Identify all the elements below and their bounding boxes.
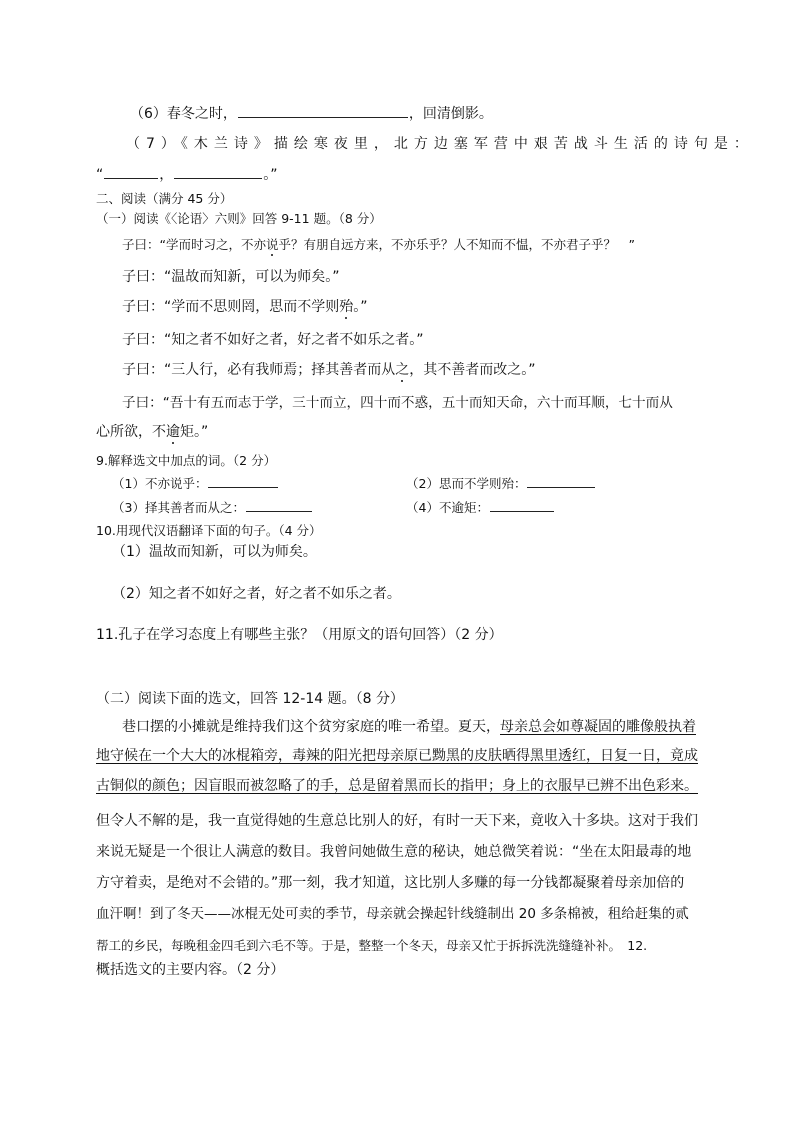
quote-2: 子曰：“温故而知新，可以为师矣。” xyxy=(122,269,340,285)
q7-comma: ， xyxy=(159,167,174,183)
quote-5-a: 子曰：“三人行，必有我师焉；择其善者而从 xyxy=(122,362,396,378)
quote-3-dotted-word: 殆 xyxy=(339,299,354,315)
q9-item-2-blank[interactable] xyxy=(527,473,595,488)
quote-3 xyxy=(122,297,368,317)
q7-close-quote: 。” xyxy=(263,167,278,183)
q9-item-1-label: （1）不亦说乎： xyxy=(112,476,208,491)
q9-item-1 xyxy=(112,473,279,494)
quote-6-line-1: 子曰：“吾十有五而志于学，三十而立，四十而不惑，五十而知天命，六十而耳顺，七十而从 xyxy=(122,395,673,411)
poem-q6 xyxy=(130,103,493,124)
quote-6-b: 矩。” xyxy=(180,424,209,440)
q9-title: 9.解释选文中加点的词。（2 分） xyxy=(96,453,277,468)
q9-item-2-label: （2）思而不学则殆： xyxy=(406,476,527,491)
passage-line-2: 地守候在一个大大的冰棍箱旁，毒辣的阳光把母亲原已黝黑的皮肤晒得黑里透红，日复一日，竟成 xyxy=(96,748,698,764)
q7-answer-blank-2[interactable] xyxy=(174,164,262,179)
poem-q7: （7）《木兰诗》描绘寒夜里，北方边塞军营中艰苦战斗生活的诗句是： xyxy=(126,136,754,152)
quote-5-dotted-word: 之 xyxy=(395,362,410,378)
quote-1 xyxy=(122,235,635,255)
passage-line-7: 血汗啊！到了冬天——冰棍无处可卖的季节，母亲就会操起针线缝制出 20 多条棉被，租给赶集的贰 xyxy=(96,906,689,922)
q10-title: 10.用现代汉语翻译下面的句子。（4 分） xyxy=(96,523,322,538)
quote-6-dotted-word: 逾 xyxy=(166,424,180,440)
quote-6-line-2 xyxy=(96,422,208,442)
quote-3-a: 子曰：“学而不思则罔，思而不学则 xyxy=(122,299,340,315)
q6-prefix: （6）春冬之时， xyxy=(130,106,237,122)
q9-item-1-blank[interactable] xyxy=(208,473,278,488)
quote-1-dotted-word: 说 xyxy=(265,237,279,252)
q10-item-1: （1）温故而知新，可以为师矣。 xyxy=(112,544,317,560)
passage-line-5: 来说无疑是一个很让人满意的数目。我曾问她做生意的秘诀，她总微笑着说：“坐在太阳最毒的地 xyxy=(96,844,692,860)
section-heading-reading: 二、阅读（满分 45 分） xyxy=(96,191,233,206)
q6-answer-blank[interactable] xyxy=(238,103,408,118)
q9-item-4-label: （4）不逾矩： xyxy=(406,500,489,515)
q12-title: 概括选文的主要内容。（2 分） xyxy=(96,962,285,978)
q7-answer-blank-1[interactable] xyxy=(104,164,158,179)
quote-6-a: 心所欲，不 xyxy=(96,424,166,440)
passage-line-8: 帮工的乡民，每晚租金四毛到六毛不等。于是，整整一个冬天，母亲又忙于拆拆洗洗缝缝补补。 12. xyxy=(96,938,648,953)
q9-item-4-blank[interactable] xyxy=(490,497,554,512)
q9-item-3-blank[interactable] xyxy=(246,497,312,512)
q9-item-4 xyxy=(406,497,555,518)
q11-title: 11.孔子在学习态度上有哪些主张？（用原文的语句回答）（2 分） xyxy=(96,627,503,643)
passage-line-4: 但令人不解的是，我一直觉得她的生意总比别人的好，有时一天下来，竟收入十多块。这对于我们 xyxy=(96,813,698,829)
passage-line-6: 方守着卖，是绝对不会错的。”那一刻，我才知道，这比别人多赚的每一分钱都凝聚着母亲加倍的 xyxy=(96,875,685,891)
q9-item-3-label: （3）择其善者而从之： xyxy=(112,500,245,515)
passage-line-1 xyxy=(122,717,696,737)
passage-line-3: 古铜似的颜色；因盲眼而被忽略了的手，总是留着黑而长的指甲；身上的衣服早已辨不出色彩来。 xyxy=(96,778,698,794)
part2-heading: （二）阅读下面的选文，回答 12-14 题。（8 分） xyxy=(96,691,404,707)
poem-q7-answers xyxy=(96,164,278,185)
quote-3-b: 。” xyxy=(353,299,368,315)
q9-item-3 xyxy=(112,497,313,518)
part1-heading: （一）阅读《〈论语〉六则》回答 9-11 题。（8 分） xyxy=(96,211,382,226)
quote-5 xyxy=(122,360,536,380)
quote-4: 子曰：“知之者不如好之者，好之者不如乐之者。” xyxy=(122,332,424,348)
passage-underlined-1: 母亲总会如尊凝固的雕像般执着 xyxy=(500,719,696,735)
q10-item-2: （2）知之者不如好之者，好之者不如乐之者。 xyxy=(112,586,401,602)
q6-suffix: ，回清倒影。 xyxy=(408,106,493,122)
q7-open-quote: “ xyxy=(96,167,104,183)
quote-1-a: 子曰：“学而时习之，不亦 xyxy=(122,237,266,252)
quote-1-b: 乎？有朋自远方来，不亦乐乎？人不知而不愠，不亦君子乎？ ” xyxy=(278,237,635,252)
passage-line-1-a: 巷口摆的小摊就是维持我们这个贫穷家庭的唯一希望。夏天， xyxy=(122,719,500,735)
q9-item-2 xyxy=(406,473,596,494)
quote-5-b: ，其不善者而改之。” xyxy=(409,362,536,378)
